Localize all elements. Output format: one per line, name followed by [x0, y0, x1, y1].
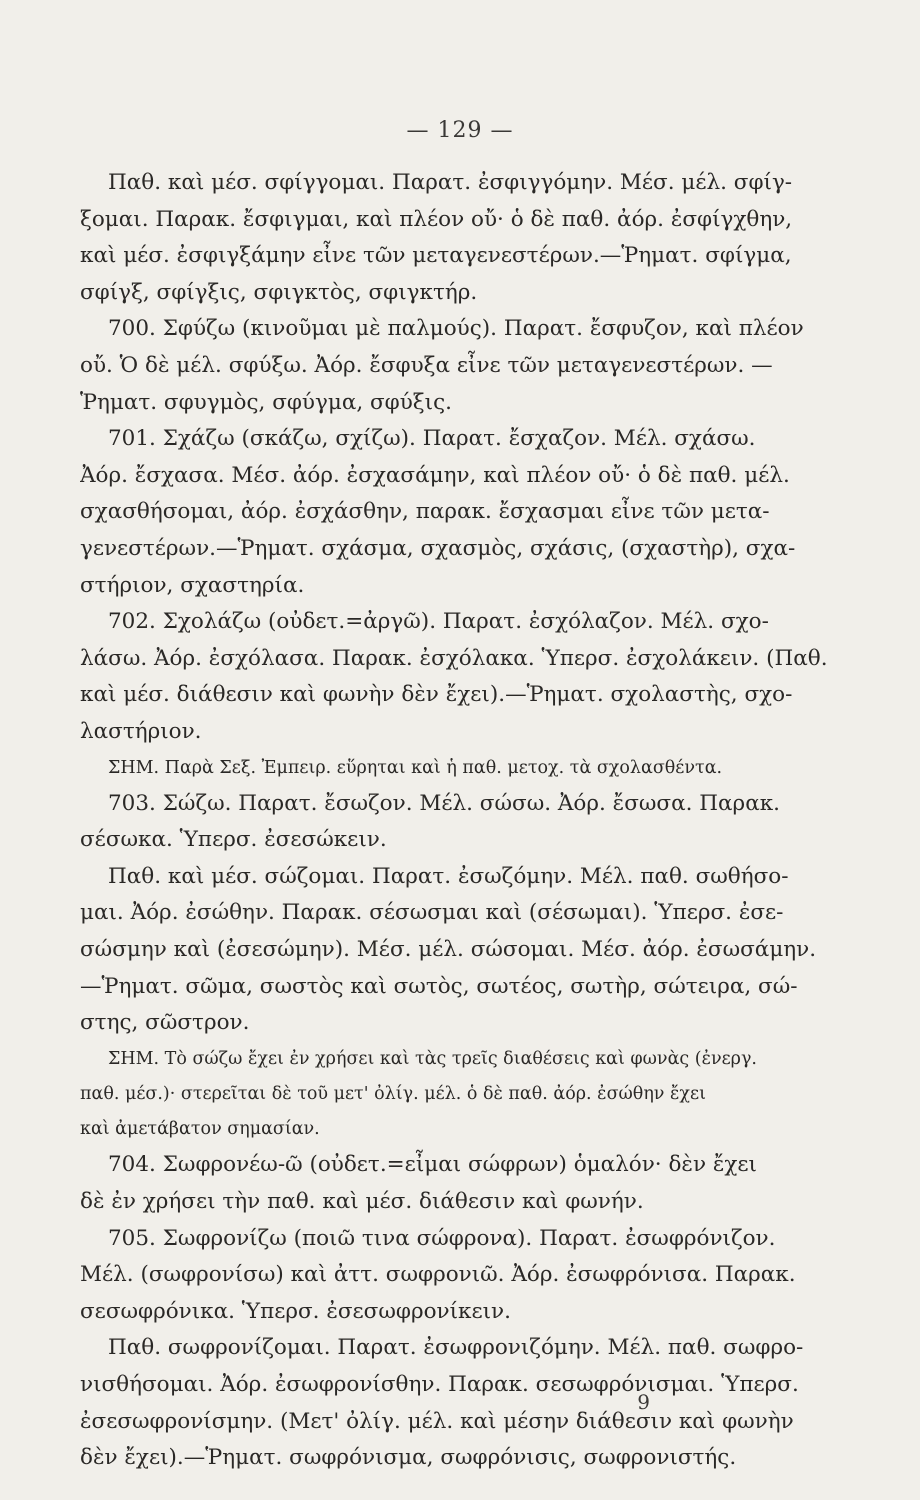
text-line: σώσμην καὶ (ἐσεσώμην). Μέσ. μέλ. σώσομαι. Μέσ. ἀόρ. ἐσωσάμην.: [80, 937, 817, 963]
text-line: δὲ ἐν χρήσει τὴν παθ. καὶ μέσ. διάθεσιν καὶ φωνήν.: [80, 1189, 644, 1214]
text-line: νισθήσομαι. Ἀόρ. ἐσωφρονίσθην. Παρακ. σεσωφρόνισμαι. Ὑπερσ.: [80, 1371, 799, 1397]
text-line: —Ῥηματ. σῶμα, σωστὸς καὶ σωτὸς, σωτέος, σωτὴρ, σώτειρα, σώ-: [80, 973, 798, 999]
text-line: λαστήριον.: [80, 718, 202, 744]
text-line: 703. Σώζω. Παρατ. ἔσωζον. Μέλ. σώσω. Ἀόρ. ἔσωσα. Παρακ.: [108, 790, 780, 816]
text-line: Παθ. σωφρονίζομαι. Παρατ. ἐσωφρονιζόμην. Μέλ. παθ. σωφρο-: [108, 1335, 804, 1361]
text-line: δὲν ἔχει).—Ῥηματ. σωφρόνισμα, σωφρόνισις, σωφρονιστής.: [80, 1445, 737, 1471]
text-line: παθ. μέσ.)· στερεῖται δὲ τοῦ μετ' ὀλίγ. μέλ. ὁ δὲ παθ. ἀόρ. ἐσώθην ἔχει: [80, 1084, 706, 1105]
text-line: καὶ μέσ. διάθεσιν καὶ φωνὴν δὲν ἔχει).—Ῥηματ. σχολαστὴς, σχο-: [80, 682, 793, 708]
text-line: 702. Σχολάζω (οὐδετ.=ἀργῶ). Παρατ. ἐσχόλαζον. Μέλ. σχο-: [108, 609, 769, 635]
text-line: καὶ μέσ. ἐσφιγξάμην εἶνε τῶν μεταγενεστέρων.—Ῥηματ. σφίγμα,: [80, 243, 792, 269]
text-body: [80, 165, 840, 1477]
text-line: 700. Σφύζω (κινοῦμαι μὲ παλμούς). Παρατ. ἔσφυζον, καὶ πλέον: [108, 316, 804, 342]
text-line: 701. Σχάζω (σκάζω, σχίζω). Παρατ. ἔσχαζον. Μέλ. σχάσω.: [108, 426, 756, 452]
text-line: Μέλ. (σωφρονίσω) καὶ ἀττ. σωφρονιῶ. Ἀόρ. ἐσωφρόνισα. Παρακ.: [80, 1262, 796, 1288]
text-line: μαι. Ἀόρ. ἐσώθην. Παρακ. σέσωσμαι καὶ (σέσωμαι). Ὑπερσ. ἐσε-: [80, 900, 784, 926]
text-line: ΣΗΜ. Τὸ σώζω ἔχει ἐν χρήσει καὶ τὰς τρεῖς διαθέσεις καὶ φωνὰς (ἐνεργ.: [108, 1048, 757, 1069]
text-line: Ἀόρ. ἔσχασα. Μέσ. ἀόρ. ἐσχασάμην, καὶ πλέον οὔ· ὁ δὲ παθ. μέλ.: [80, 462, 790, 488]
text-line: λάσω. Ἀόρ. ἐσχόλασα. Παρακ. ἐσχόλακα. Ὑπερσ. ἐσχολάκειν. (Παθ.: [80, 645, 828, 671]
text-line: ξομαι. Παρακ. ἔσφιγμαι, καὶ πλέον οὔ· ὁ δὲ παθ. ἀόρ. ἐσφίγχθην,: [80, 206, 793, 232]
text-line: σφίγξ, σφίγξις, σφιγκτὸς, σφιγκτήρ.: [80, 279, 478, 305]
text-line: Παθ. καὶ μέσ. σφίγγομαι. Παρατ. ἐσφιγγόμην. Μέσ. μέλ. σφίγ-: [108, 170, 793, 195]
text-line: στήριον, σχαστηρία.: [80, 572, 305, 598]
text-line: καὶ ἀμετάβατον σημασίαν.: [80, 1119, 320, 1140]
page-number: — 129 —: [406, 118, 514, 143]
text-line: στης, σῶστρον.: [80, 1010, 250, 1036]
text-line: 705. Σωφρονίζω (ποιῶ τινα σώφρονα). Παρατ. ἐσωφρόνιζον.: [108, 1225, 776, 1251]
text-line: Παθ. καὶ μέσ. σώζομαι. Παρατ. ἐσωζόμην. Μέλ. παθ. σωθήσο-: [108, 863, 789, 889]
text-line: 704. Σωφρονέω-ῶ (οὐδετ.=εἶμαι σώφρων) ὁμαλόν· δὲν ἔχει: [108, 1152, 757, 1178]
text-line: σεσωφρόνικα. Ὑπερσ. ἐσεσωφρονίκειν.: [80, 1298, 511, 1324]
text-line: ΣΗΜ. Παρὰ Σεξ. Ἐμπειρ. εὕρηται καὶ ἡ παθ. μετοχ. τὰ σχολασθέντα.: [108, 757, 723, 778]
text-line: γενεστέρων.—Ῥηματ. σχάσμα, σχασμὸς, σχάσις, (σχαστὴρ), σχα-: [80, 535, 796, 561]
text-line: σέσωκα. Ὑπερσ. ἐσεσώκειν.: [80, 827, 387, 853]
signature-mark: 9: [637, 1390, 650, 1414]
text-line: σχασθήσομαι, ἀόρ. ἐσχάσθην, παρακ. ἔσχασμαι εἶνε τῶν μετα-: [80, 499, 770, 525]
text-line: οὔ. Ὁ δὲ μέλ. σφύξω. Ἀόρ. ἔσφυξα εἶνε τῶν μεταγενεστέρων. —: [80, 352, 773, 378]
text-line: Ῥηματ. σφυγμὸς, σφύγμα, σφύξις.: [80, 389, 452, 415]
text-line: ἐσεσωφρονίσμην. (Μετ' ὀλίγ. μέλ. καὶ μέσην διάθεσιν καὶ φωνὴν: [80, 1408, 794, 1434]
